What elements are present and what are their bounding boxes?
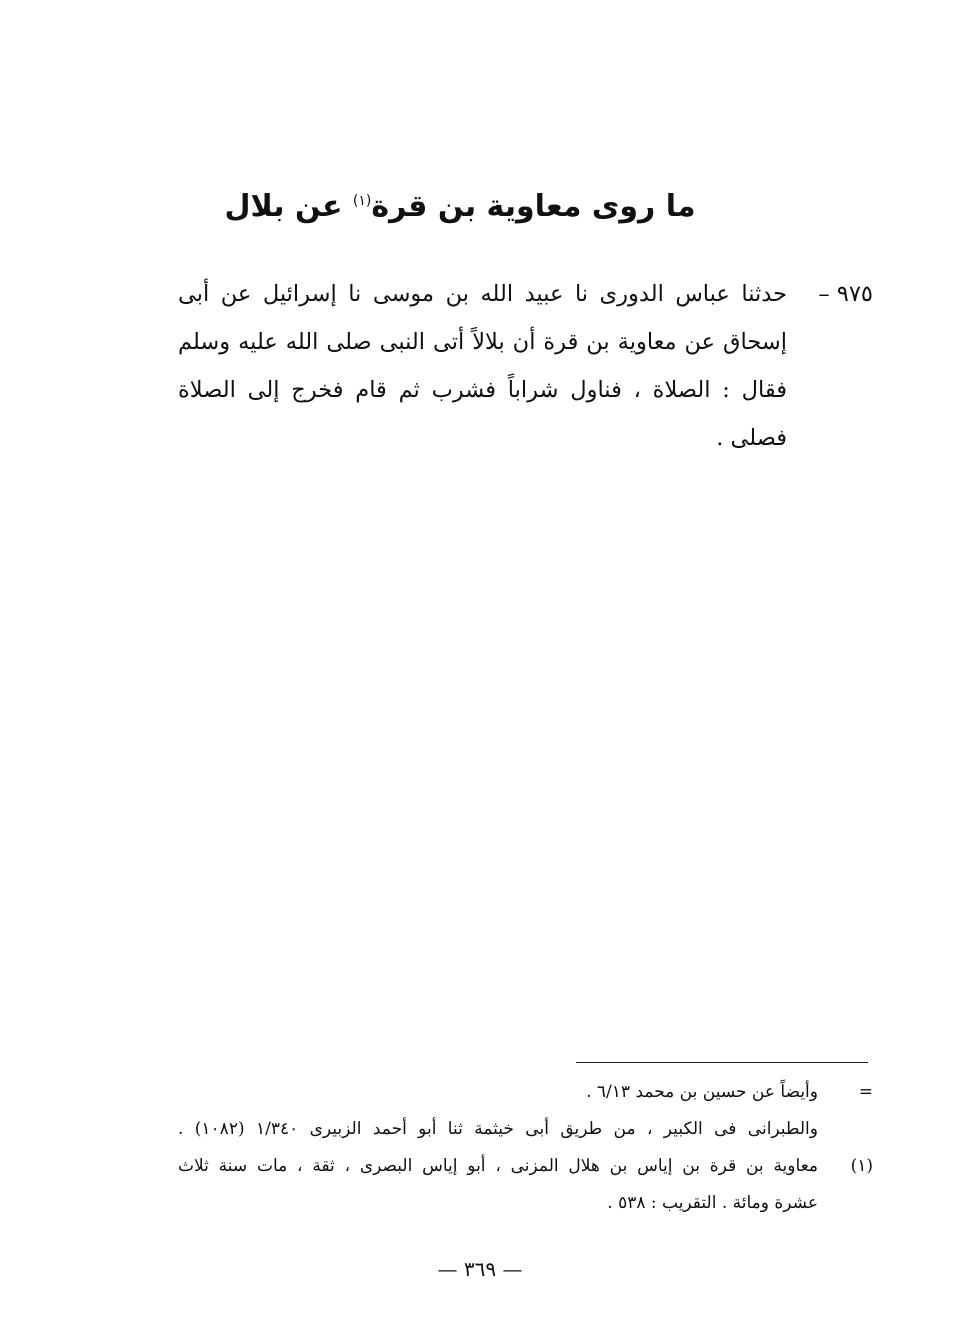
hadith-entry	[178, 270, 873, 462]
hadith-text-line: إسحاق عن معاوية بن قرة أن بلالاً أتى النبى صلى الله عليه وسلم	[178, 329, 787, 355]
footnote-line	[178, 1111, 873, 1148]
footnote-text: عشرة ومائة . التقريب : ٥٣٨ .	[607, 1193, 818, 1213]
hadith-line	[178, 318, 873, 366]
section-title	[180, 176, 740, 232]
hadith-number: ٩٧٥ –	[818, 281, 873, 307]
footnotes	[178, 1074, 873, 1222]
hadith-text-line: فصلى .	[716, 425, 787, 451]
hadith-line	[178, 366, 873, 414]
footnote-separator	[576, 1062, 868, 1063]
page-number: — ٣٦٩ —	[437, 1257, 523, 1281]
footnote-text: معاوية بن قرة بن إياس بن هلال المزنى ، أبو إياس البصرى ، ثقة ، مات سنة ثلاث	[178, 1156, 818, 1176]
section-title-main: ما روى معاوية بن قرة	[371, 189, 696, 224]
footnote-line	[178, 1074, 873, 1111]
footnote-text: والطبرانى فى الكبير ، من طريق أبى خيثمة ثنا أبو أحمد الزبيرى ١/٣٤٠ (١٠٨٢) .	[178, 1119, 818, 1139]
footnote-text: وأيضاً عن حسين بن محمد ٦/١٣ .	[586, 1082, 818, 1102]
footnote-continuation-mark: =	[858, 1082, 873, 1102]
hadith-line	[178, 414, 873, 462]
footnote-line	[178, 1185, 873, 1222]
hadith-text-line: فقال : الصلاة ، فناول شراباً فشرب ثم قام فخرج إلى الصلاة	[178, 377, 787, 403]
footnote-line	[178, 1148, 873, 1185]
hadith-line	[178, 270, 873, 318]
title-footnote-ref: (١)	[352, 193, 372, 209]
hadith-text-line: حدثنا عباس الدورى نا عبيد الله بن موسى نا إسرائيل عن أبى	[178, 281, 787, 307]
footnote-number: (١)	[850, 1156, 873, 1176]
section-title-tail: عن بلال	[224, 189, 343, 224]
